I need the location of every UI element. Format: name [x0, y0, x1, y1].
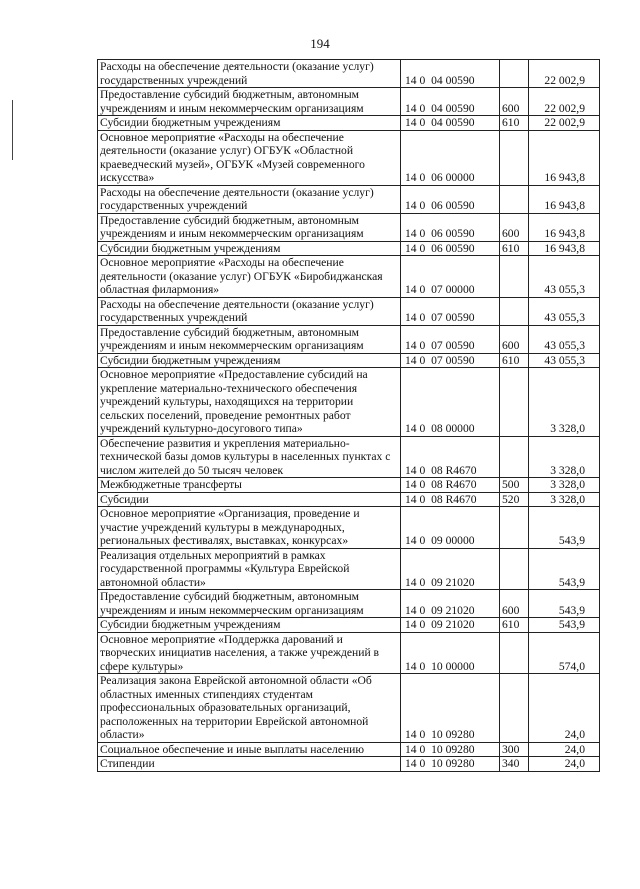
- row-name-cell: Основное мероприятие «Поддержка дарований и творческих инициатив населения, а также учреждений в сфере культуры»: [98, 632, 401, 674]
- row-vr-cell: [500, 185, 529, 213]
- row-code-cell: 14 0 06 00590: [401, 213, 500, 241]
- row-sum-cell: 43 055,3: [529, 325, 600, 353]
- row-name-cell: Субсидии бюджетным учреждениям: [98, 618, 401, 633]
- row-name-cell: Предоставление субсидий бюджетным, автономным учреждениям и иным некоммерческим организациям: [98, 325, 401, 353]
- row-sum-cell: 24,0: [529, 742, 600, 757]
- row-sum-cell: 22 002,9: [529, 88, 600, 116]
- row-vr-cell: 610: [500, 618, 529, 633]
- table-row: [98, 492, 600, 507]
- row-name-cell: Социальное обеспечение и иные выплаты населению: [98, 742, 401, 757]
- row-code-cell: 14 0 09 21020: [401, 548, 500, 590]
- row-sum-cell: 24,0: [529, 674, 600, 743]
- row-vr-cell: 610: [500, 116, 529, 131]
- row-code-cell: 14 0 06 00590: [401, 241, 500, 256]
- row-name-cell: Предоставление субсидий бюджетным, автономным учреждениям и иным некоммерческим организациям: [98, 213, 401, 241]
- row-code-cell: 14 0 10 09280: [401, 742, 500, 757]
- row-code-cell: 14 0 04 00590: [401, 60, 500, 88]
- row-sum-cell: 543,9: [529, 507, 600, 549]
- row-code-cell: 14 0 10 09280: [401, 757, 500, 772]
- table-row: [98, 478, 600, 493]
- row-code-cell: 14 0 04 00590: [401, 88, 500, 116]
- row-name-cell: Субсидии бюджетным учреждениям: [98, 353, 401, 368]
- row-name-cell: Обеспечение развития и укрепления материально-технической базы домов культуры в населенных пунктах с числом жителей до 50 тысяч человек: [98, 436, 401, 478]
- table-row: [98, 297, 600, 325]
- table-row: [98, 241, 600, 256]
- table-row: [98, 674, 600, 743]
- table-row: [98, 325, 600, 353]
- table-row: [98, 116, 600, 131]
- row-name-cell: Предоставление субсидий бюджетным, автономным учреждениям и иным некоммерческим организациям: [98, 590, 401, 618]
- row-name-cell: Субсидии: [98, 492, 401, 507]
- row-sum-cell: 3 328,0: [529, 492, 600, 507]
- table-row: [98, 185, 600, 213]
- row-sum-cell: 43 055,3: [529, 297, 600, 325]
- row-vr-cell: 300: [500, 742, 529, 757]
- row-sum-cell: 24,0: [529, 757, 600, 772]
- row-vr-cell: 520: [500, 492, 529, 507]
- row-vr-cell: 610: [500, 353, 529, 368]
- row-code-cell: 14 0 07 00590: [401, 325, 500, 353]
- row-name-cell: Основное мероприятие «Расходы на обеспечение деятельности (оказание услуг) ОГБУК «Областной краеведческий музей», ОГБУК «Музей современного искусства»: [98, 130, 401, 185]
- row-vr-cell: [500, 256, 529, 298]
- row-vr-cell: [500, 297, 529, 325]
- row-sum-cell: 43 055,3: [529, 256, 600, 298]
- row-code-cell: 14 0 08 00000: [401, 368, 500, 437]
- row-name-cell: Расходы на обеспечение деятельности (оказание услуг) государственных учреждений: [98, 60, 401, 88]
- row-sum-cell: 43 055,3: [529, 353, 600, 368]
- row-sum-cell: 16 943,8: [529, 185, 600, 213]
- row-code-cell: 14 0 08 R4670: [401, 478, 500, 493]
- row-name-cell: Основное мероприятие «Расходы на обеспечение деятельности (оказание услуг) ОГБУК «Биробиджанская областная филармония»: [98, 256, 401, 298]
- row-code-cell: 14 0 10 09280: [401, 674, 500, 743]
- row-name-cell: Стипендии: [98, 757, 401, 772]
- table-row: [98, 353, 600, 368]
- table-row: [98, 130, 600, 185]
- row-sum-cell: 22 002,9: [529, 116, 600, 131]
- margin-line: [12, 100, 13, 160]
- table-row: [98, 590, 600, 618]
- row-vr-cell: [500, 436, 529, 478]
- row-code-cell: 14 0 08 R4670: [401, 492, 500, 507]
- row-vr-cell: [500, 60, 529, 88]
- row-code-cell: 14 0 09 00000: [401, 507, 500, 549]
- table-row: [98, 757, 600, 772]
- row-sum-cell: 3 328,0: [529, 478, 600, 493]
- row-code-cell: 14 0 08 R4670: [401, 436, 500, 478]
- row-code-cell: 14 0 04 00590: [401, 116, 500, 131]
- table-row: [98, 368, 600, 437]
- table-row: [98, 256, 600, 298]
- table-row: [98, 60, 600, 88]
- budget-table: [97, 59, 600, 772]
- row-code-cell: 14 0 10 00000: [401, 632, 500, 674]
- row-vr-cell: [500, 674, 529, 743]
- row-vr-cell: [500, 548, 529, 590]
- table-row: [98, 548, 600, 590]
- row-name-cell: Субсидии бюджетным учреждениям: [98, 116, 401, 131]
- row-code-cell: 14 0 07 00590: [401, 353, 500, 368]
- row-code-cell: 14 0 06 00000: [401, 130, 500, 185]
- row-vr-cell: 610: [500, 241, 529, 256]
- row-code-cell: 14 0 06 00590: [401, 185, 500, 213]
- row-name-cell: Расходы на обеспечение деятельности (оказание услуг) государственных учреждений: [98, 185, 401, 213]
- row-sum-cell: 543,9: [529, 618, 600, 633]
- row-vr-cell: [500, 130, 529, 185]
- row-name-cell: Субсидии бюджетным учреждениям: [98, 241, 401, 256]
- table-row: [98, 507, 600, 549]
- row-sum-cell: 543,9: [529, 590, 600, 618]
- row-name-cell: Расходы на обеспечение деятельности (оказание услуг) государственных учреждений: [98, 297, 401, 325]
- row-sum-cell: 22 002,9: [529, 60, 600, 88]
- row-vr-cell: [500, 632, 529, 674]
- row-sum-cell: 16 943,8: [529, 130, 600, 185]
- row-vr-cell: [500, 368, 529, 437]
- row-vr-cell: [500, 507, 529, 549]
- table-row: [98, 213, 600, 241]
- row-name-cell: Основное мероприятие «Организация, проведение и участие учреждений культуры в международных, региональных фестивалях, выставках, конкурсах»: [98, 507, 401, 549]
- row-sum-cell: 574,0: [529, 632, 600, 674]
- row-vr-cell: 600: [500, 325, 529, 353]
- row-name-cell: Реализация закона Еврейской автономной области «Об областных именных стипендиях студентам профессиональных образовательных организаций, расположенных на территории Еврейской автономной области»: [98, 674, 401, 743]
- row-sum-cell: 16 943,8: [529, 213, 600, 241]
- row-sum-cell: 16 943,8: [529, 241, 600, 256]
- table-row: [98, 742, 600, 757]
- table-row: [98, 618, 600, 633]
- row-code-cell: 14 0 07 00000: [401, 256, 500, 298]
- row-vr-cell: 600: [500, 88, 529, 116]
- row-name-cell: Предоставление субсидий бюджетным, автономным учреждениям и иным некоммерческим организациям: [98, 88, 401, 116]
- table-row: [98, 436, 600, 478]
- row-vr-cell: 600: [500, 590, 529, 618]
- row-name-cell: Межбюджетные трансферты: [98, 478, 401, 493]
- row-sum-cell: 543,9: [529, 548, 600, 590]
- row-code-cell: 14 0 09 21020: [401, 618, 500, 633]
- row-sum-cell: 3 328,0: [529, 368, 600, 437]
- row-sum-cell: 3 328,0: [529, 436, 600, 478]
- table-row: [98, 632, 600, 674]
- row-code-cell: 14 0 09 21020: [401, 590, 500, 618]
- row-vr-cell: 600: [500, 213, 529, 241]
- row-vr-cell: 340: [500, 757, 529, 772]
- row-name-cell: Реализация отдельных мероприятий в рамках государственной программы «Культура Еврейской автономной области»: [98, 548, 401, 590]
- budget-table-body: [98, 60, 600, 772]
- row-code-cell: 14 0 07 00590: [401, 297, 500, 325]
- page-number: 194: [310, 36, 330, 51]
- row-vr-cell: 500: [500, 478, 529, 493]
- row-name-cell: Основное мероприятие «Предоставление субсидий на укрепление материально-технического обеспечения учреждений культуры, находящихся на территории сельских поселений, проведение ремонтных работ учреждений культурно-досугового типа»: [98, 368, 401, 437]
- table-row: [98, 88, 600, 116]
